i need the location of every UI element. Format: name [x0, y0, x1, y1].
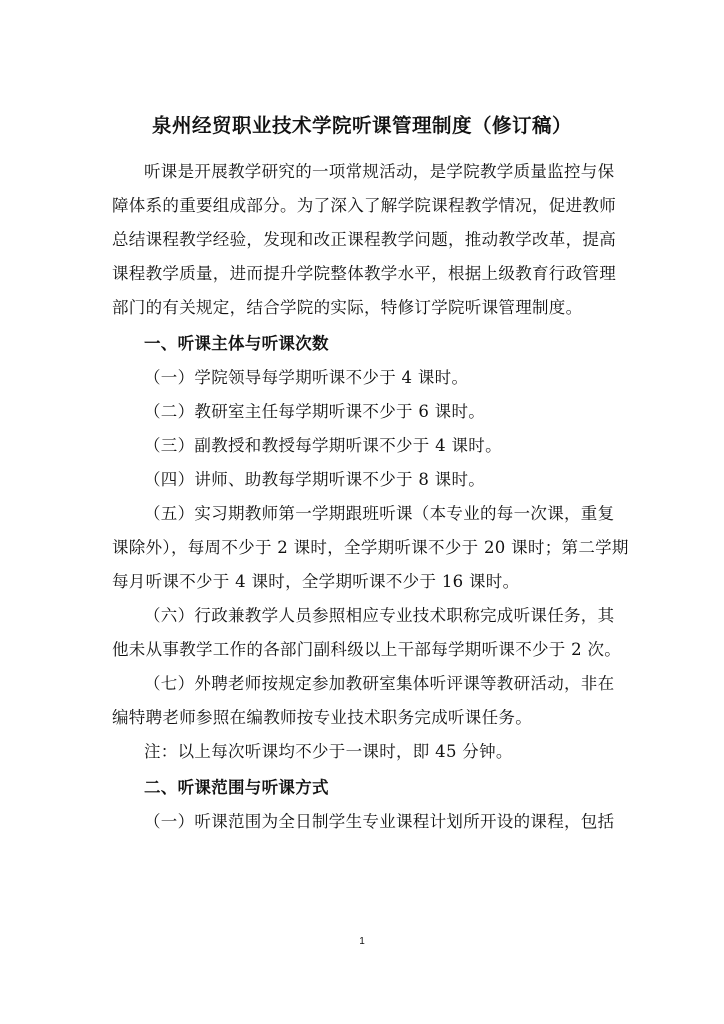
intro-line: 障体系的重要组成部分。为了深入了解学院课程教学情况，促进教师 — [112, 196, 616, 215]
intro-line: 听课是开展教学研究的一项常规活动，是学院教学质量监控与保 — [144, 162, 615, 181]
list-item: （二）教研室主任每学期听课不少于 6 课时。 — [144, 402, 486, 421]
intro-line: 部门的有关规定，结合学院的实际，特修订学院听课管理制度。 — [112, 298, 583, 317]
list-item: （四）讲师、助教每学期听课不少于 8 课时。 — [144, 470, 486, 489]
page-number: 1 — [359, 936, 365, 947]
list-item-continuation: 他未从事教学工作的各部门副科级以上干部每学期听课不少于 2 次。 — [112, 640, 622, 659]
list-item-continuation: 编特聘老师参照在编教师按专业技术职务完成听课任务。 — [112, 708, 532, 727]
list-item: （七）外聘老师按规定参加教研室集体听评课等教研活动，非在 — [144, 674, 615, 693]
list-item-continuation: 课除外），每周不少于 2 课时，全学期听课不少于 20 课时；第二学期 — [112, 538, 629, 557]
note: 注：以上每次听课均不少于一课时，即 45 分钟。 — [144, 742, 513, 761]
section-heading: 一、听课主体与听课次数 — [144, 334, 329, 353]
intro-line: 课程教学质量，进而提升学院整体教学水平，根据上级教育行政管理 — [112, 264, 616, 283]
list-item: （一）听课范围为全日制学生专业课程计划所开设的课程，包括 — [144, 812, 615, 831]
list-item: （五）实习期教师第一学期跟班听课（本专业的每一次课，重复 — [144, 504, 615, 523]
list-item: （三）副教授和教授每学期听课不少于 4 课时。 — [144, 436, 502, 455]
section-heading: 二、听课范围与听课方式 — [144, 778, 329, 797]
list-item-continuation: 每月听课不少于 4 课时，全学期听课不少于 16 课时。 — [112, 572, 520, 591]
intro-line: 总结课程教学经验，发现和改正课程教学问题，推动教学改革，提高 — [112, 230, 616, 249]
list-item: （六）行政兼教学人员参照相应专业技术职称完成听课任务，其 — [144, 606, 615, 625]
document-title: 泉州经贸职业技术学院听课管理制度（修订稿） — [151, 114, 572, 137]
list-item: （一）学院领导每学期听课不少于 4 课时。 — [144, 368, 469, 387]
